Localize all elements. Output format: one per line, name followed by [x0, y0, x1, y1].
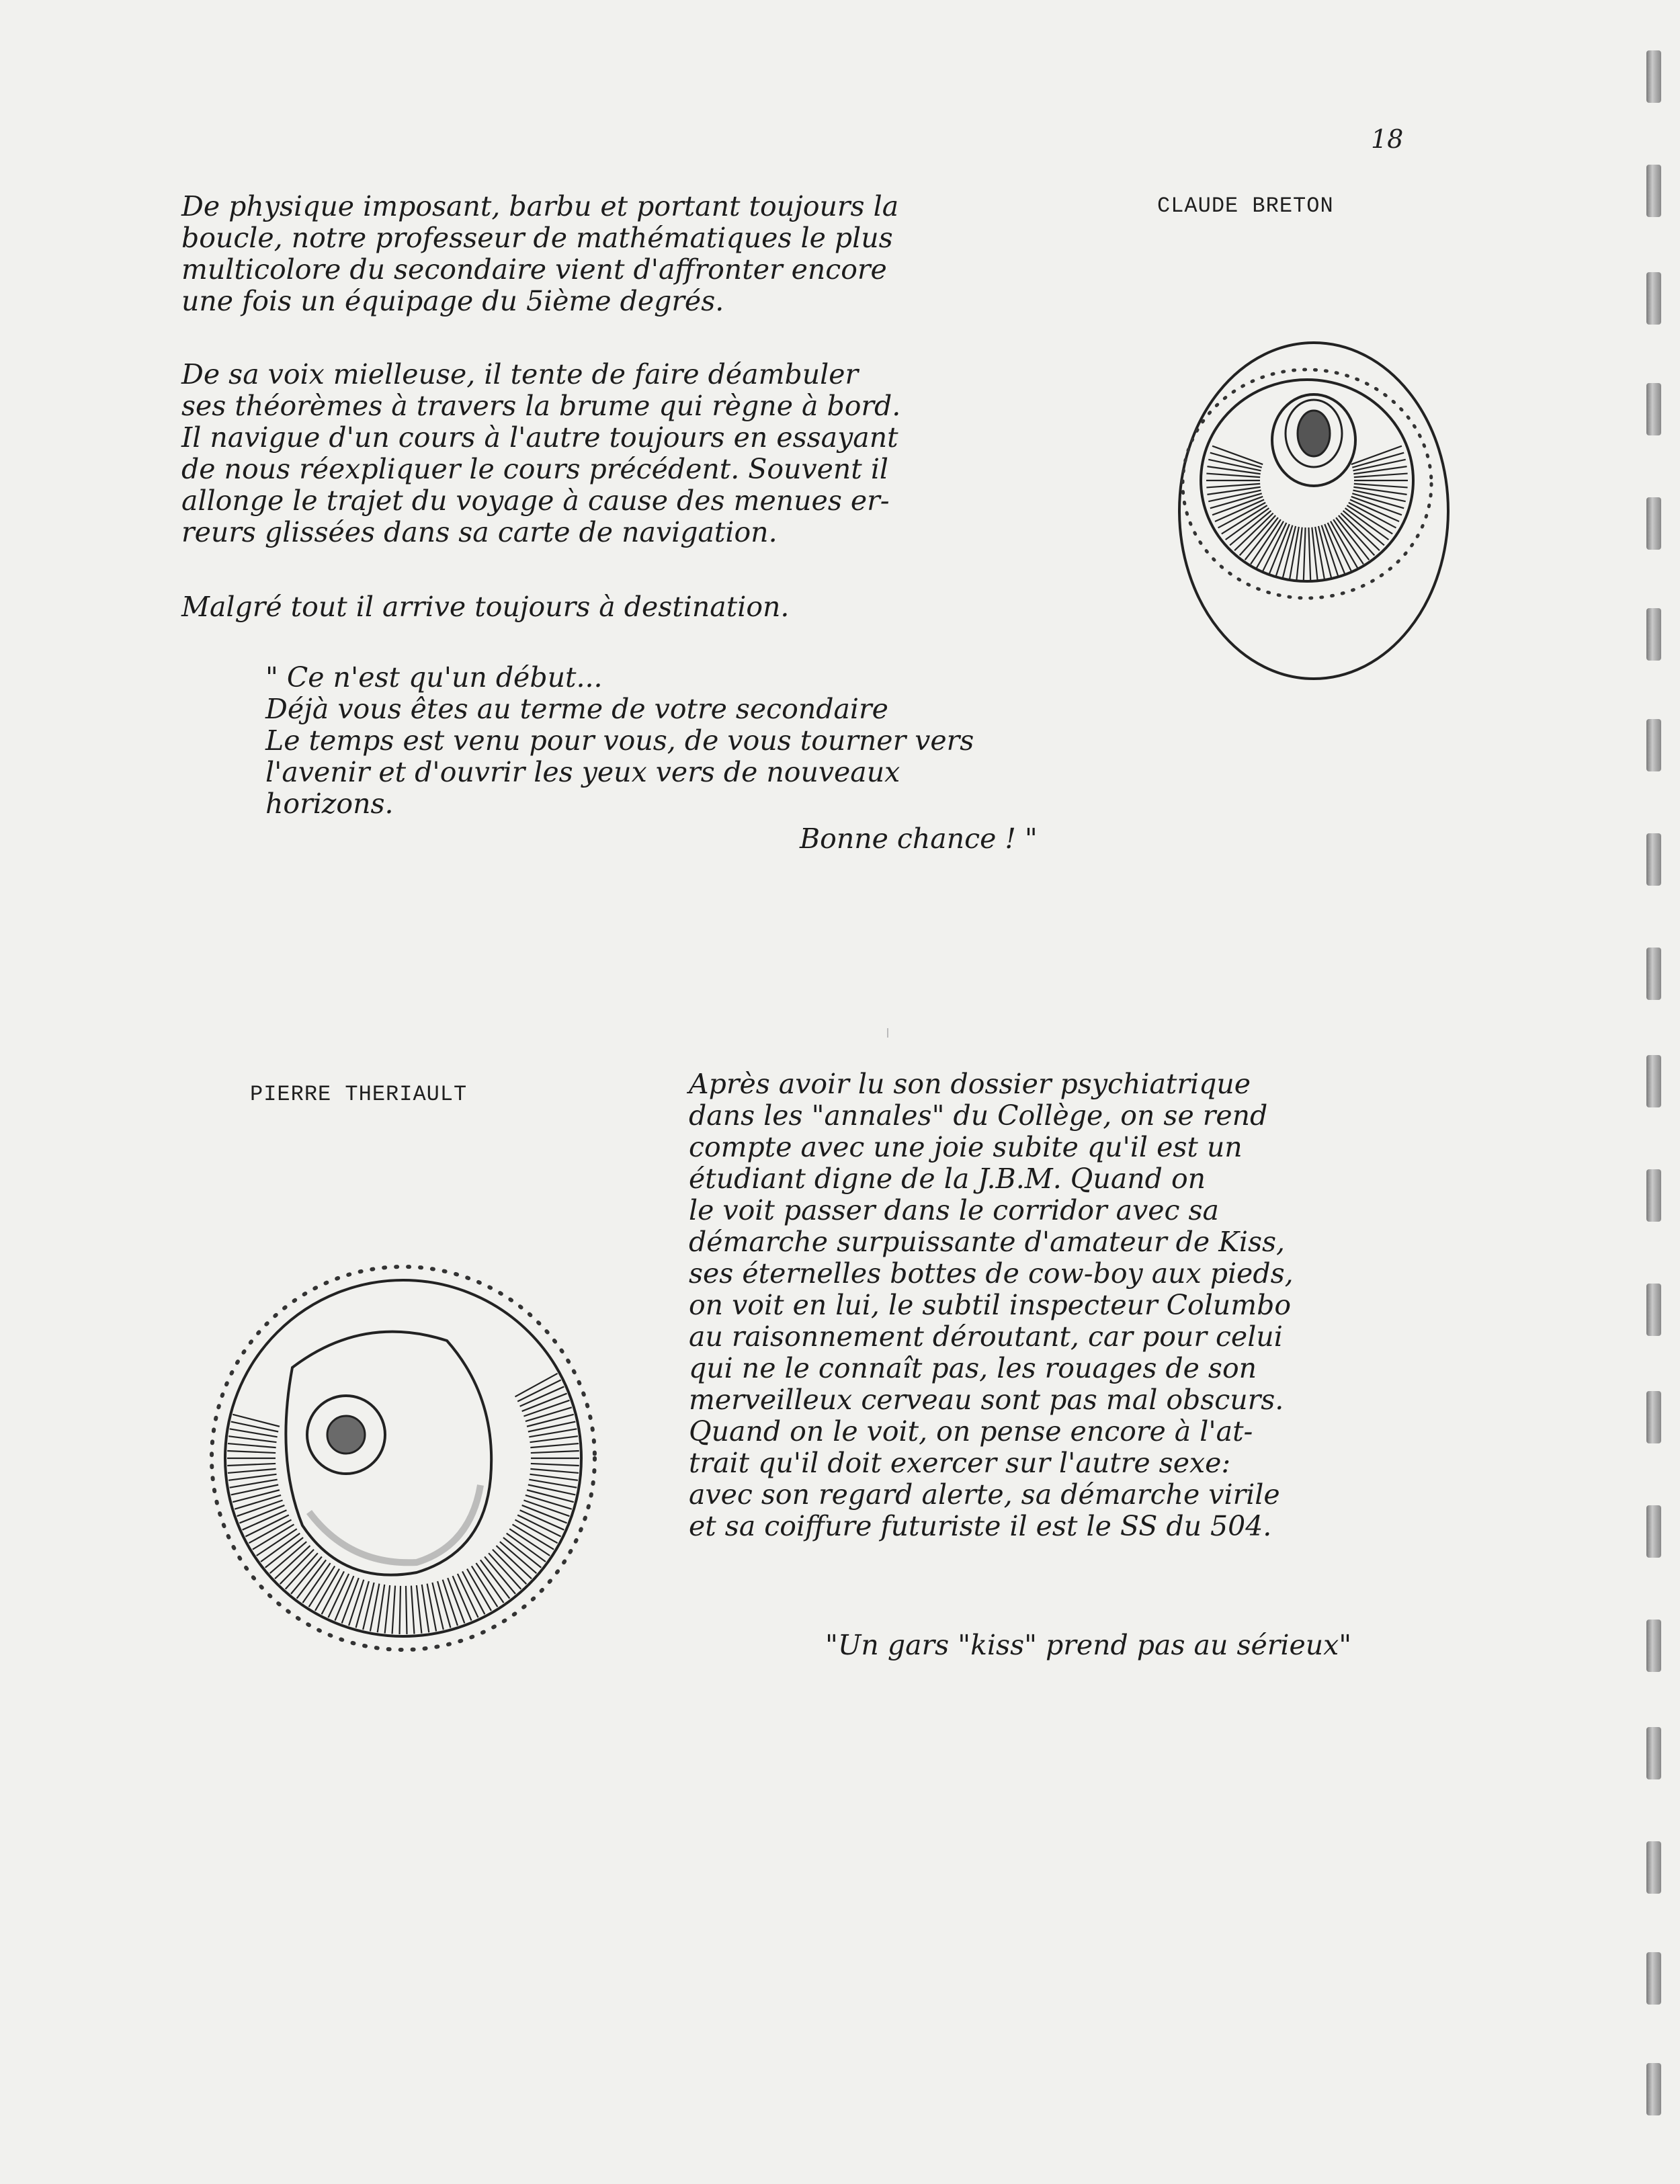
hair-stroke — [1354, 484, 1408, 488]
binder-ring — [1646, 1727, 1661, 1779]
hair-stroke — [233, 1490, 280, 1502]
hair-stroke — [235, 1495, 281, 1509]
hair-stroke — [265, 1538, 303, 1568]
student-name: PIERRE THERIAULT — [250, 1082, 468, 1107]
hair-stroke — [233, 1415, 280, 1427]
text-line: étudiant digne de la J.B.M. Quand on — [689, 1163, 1206, 1195]
hair-stroke — [228, 1436, 276, 1442]
hair-stroke — [526, 1407, 572, 1421]
text-line: " Ce n'est qu'un début... — [265, 661, 603, 694]
text-line: Malgré tout il arrive toujours à destination. — [181, 591, 790, 623]
student-signoff: "Un gars "kiss" prend pas au sérieux" — [825, 1629, 1352, 1661]
hair-stroke — [291, 1556, 322, 1593]
binder-ring — [1646, 1055, 1661, 1107]
text-line: une fois un équipage du 5ième degrés. — [181, 285, 724, 317]
hair-stroke — [1308, 528, 1310, 581]
binder-ring — [1646, 1841, 1661, 1894]
binder-ring — [1646, 497, 1661, 550]
text-line: Il navigue d'un cours à l'autre toujours en essayant — [181, 421, 898, 454]
hair-stroke — [297, 1560, 327, 1598]
hair-stroke — [378, 1585, 385, 1632]
hair-stroke — [476, 1563, 503, 1603]
text-line: reurs glissées dans sa carte de navigation. — [181, 516, 778, 548]
hair-stroke — [527, 1490, 574, 1502]
hair-stroke — [531, 1464, 579, 1466]
text-line: au raisonnement déroutant, car pour celui — [689, 1320, 1283, 1353]
hair-stroke — [286, 1553, 318, 1589]
pupil — [1298, 411, 1330, 456]
faint-mark — [887, 1028, 888, 1038]
hair-stroke — [1206, 474, 1260, 478]
binder-ring — [1646, 2063, 1661, 2115]
hair-stroke — [227, 1451, 276, 1453]
hair-stroke — [1207, 487, 1260, 495]
binder-ring — [1646, 948, 1661, 1000]
hair-stroke — [257, 1529, 297, 1556]
text-line: De sa voix mielleuse, il tente de faire déambuler — [181, 358, 859, 390]
binder-ring — [1646, 165, 1661, 217]
page-number: 18 — [1371, 124, 1404, 154]
hair-stroke — [472, 1566, 498, 1607]
binder-ring — [1646, 1505, 1661, 1558]
binder-ring — [1646, 383, 1661, 435]
text-line: qui ne le connaît pas, les rouages de son — [689, 1352, 1257, 1384]
hair-stroke — [275, 1546, 310, 1579]
hair-stroke — [1353, 487, 1406, 495]
hair-stroke — [280, 1550, 314, 1584]
binder-ring — [1646, 50, 1661, 103]
hair-stroke — [261, 1534, 300, 1562]
pupil — [327, 1416, 365, 1454]
text-line: de nous réexpliquer le cours précédent. Souvent il — [181, 453, 889, 485]
text-line: Déjà vous êtes au terme de votre secondaire — [265, 693, 888, 725]
text-line: horizons. — [265, 788, 394, 820]
hair-stroke — [509, 1529, 550, 1556]
binder-ring — [1646, 608, 1661, 661]
hair-stroke — [503, 1538, 541, 1568]
hair-stroke — [489, 1553, 521, 1589]
text-line: ses théorèmes à travers la brume qui règne à bord. — [181, 390, 901, 422]
text-line: le voit passer dans le corridor avec sa — [689, 1194, 1219, 1226]
hair-stroke — [1263, 523, 1286, 571]
hair-stroke — [309, 1566, 335, 1607]
teacher-name: CLAUDE BRETON — [1157, 194, 1334, 218]
text-line: démarche surpuissante d'amateur de Kiss, — [689, 1226, 1286, 1258]
hair-stroke — [411, 1586, 415, 1634]
hair-stroke — [228, 1443, 276, 1447]
text-line: trait qu'il doit exercer sur l'autre sexe: — [689, 1447, 1231, 1479]
hair-stroke — [497, 1546, 532, 1579]
hair-stroke — [1304, 528, 1306, 581]
hair-stroke — [493, 1550, 526, 1584]
hair-stroke — [356, 1581, 369, 1628]
text-line: allonge le trajet du voyage à cause des menues er- — [181, 485, 890, 517]
binder-ring — [1646, 272, 1661, 325]
binder-ring — [1646, 1169, 1661, 1222]
text-line: Après avoir lu son dossier psychiatrique — [689, 1068, 1251, 1100]
hair-stroke — [437, 1581, 450, 1628]
hair-stroke — [228, 1469, 276, 1473]
hair-stroke — [1206, 484, 1260, 488]
teacher-signoff: Bonne chance ! " — [800, 823, 1038, 855]
hair-stroke — [417, 1585, 422, 1634]
binder-ring — [1646, 1284, 1661, 1336]
hair-stroke — [530, 1474, 578, 1480]
hair-stroke — [228, 1474, 276, 1480]
hair-stroke — [530, 1469, 579, 1473]
hair-stroke — [400, 1586, 401, 1634]
text-line: merveilleux cerveau sont pas mal obscurs. — [689, 1384, 1284, 1416]
text-line: boucle, notre professeur de mathématiques le plus — [181, 222, 893, 254]
binder-ring — [1646, 1391, 1661, 1443]
binder-ring — [1646, 1952, 1661, 2005]
hair-stroke — [531, 1451, 579, 1453]
hair-stroke — [1353, 466, 1406, 474]
hair-stroke — [270, 1542, 307, 1573]
teacher-quote — [265, 662, 974, 820]
text-line: multicolore du secondaire vient d'affronter encore — [181, 253, 887, 286]
portrait-drawing-top — [1173, 339, 1455, 696]
text-line: avec son regard alerte, sa démarche virile — [689, 1478, 1280, 1511]
binder-ring — [1646, 719, 1661, 771]
hair-stroke — [385, 1585, 390, 1634]
binder-ring — [1646, 1620, 1661, 1672]
hair-stroke — [500, 1542, 537, 1573]
binder-ring — [1646, 833, 1661, 886]
hair-stroke — [526, 1495, 572, 1509]
portrait-drawing-bottom — [202, 1257, 605, 1667]
hair-stroke — [422, 1585, 429, 1632]
hair-stroke — [392, 1586, 396, 1634]
hair-stroke — [507, 1534, 546, 1562]
hair-stroke — [1354, 474, 1408, 478]
text-line: on voit en lui, le subtil inspecteur Columbo — [689, 1289, 1292, 1321]
text-line: Le temps est venu pour vous, de vous tourner vers — [265, 724, 974, 757]
hair-stroke — [527, 1415, 574, 1427]
text-line: dans les "annales" du Collège, on se rend — [689, 1099, 1268, 1132]
hair-stroke — [485, 1556, 515, 1593]
text-line: et sa coiffure futuriste il est le SS du 504. — [689, 1510, 1272, 1542]
hair-stroke — [302, 1563, 330, 1603]
hair-stroke — [480, 1560, 510, 1598]
text-line: l'avenir et d'ouvrir les yeux vers de nouveaux — [265, 756, 900, 788]
text-line: ses éternelles bottes de cow-boy aux pieds, — [689, 1257, 1294, 1290]
text-line: De physique imposant, barbu et portant toujours la — [181, 190, 899, 222]
teacher-paragraph-3 — [181, 591, 789, 623]
hair-stroke — [227, 1464, 276, 1466]
text-line: compte avec une joie subite qu'il est un — [689, 1131, 1243, 1163]
hair-stroke — [349, 1580, 364, 1626]
student-paragraph — [689, 1068, 1294, 1542]
hair-stroke — [1328, 523, 1351, 571]
hair-stroke — [406, 1586, 407, 1634]
hair-stroke — [530, 1436, 578, 1442]
hair-stroke — [1207, 466, 1260, 474]
teacher-paragraph-2 — [181, 359, 900, 548]
teacher-paragraph-1 — [181, 191, 898, 317]
hair-stroke — [443, 1580, 458, 1626]
text-line: Quand on le voit, on pense encore à l'at- — [689, 1415, 1253, 1447]
hair-stroke — [530, 1443, 579, 1447]
